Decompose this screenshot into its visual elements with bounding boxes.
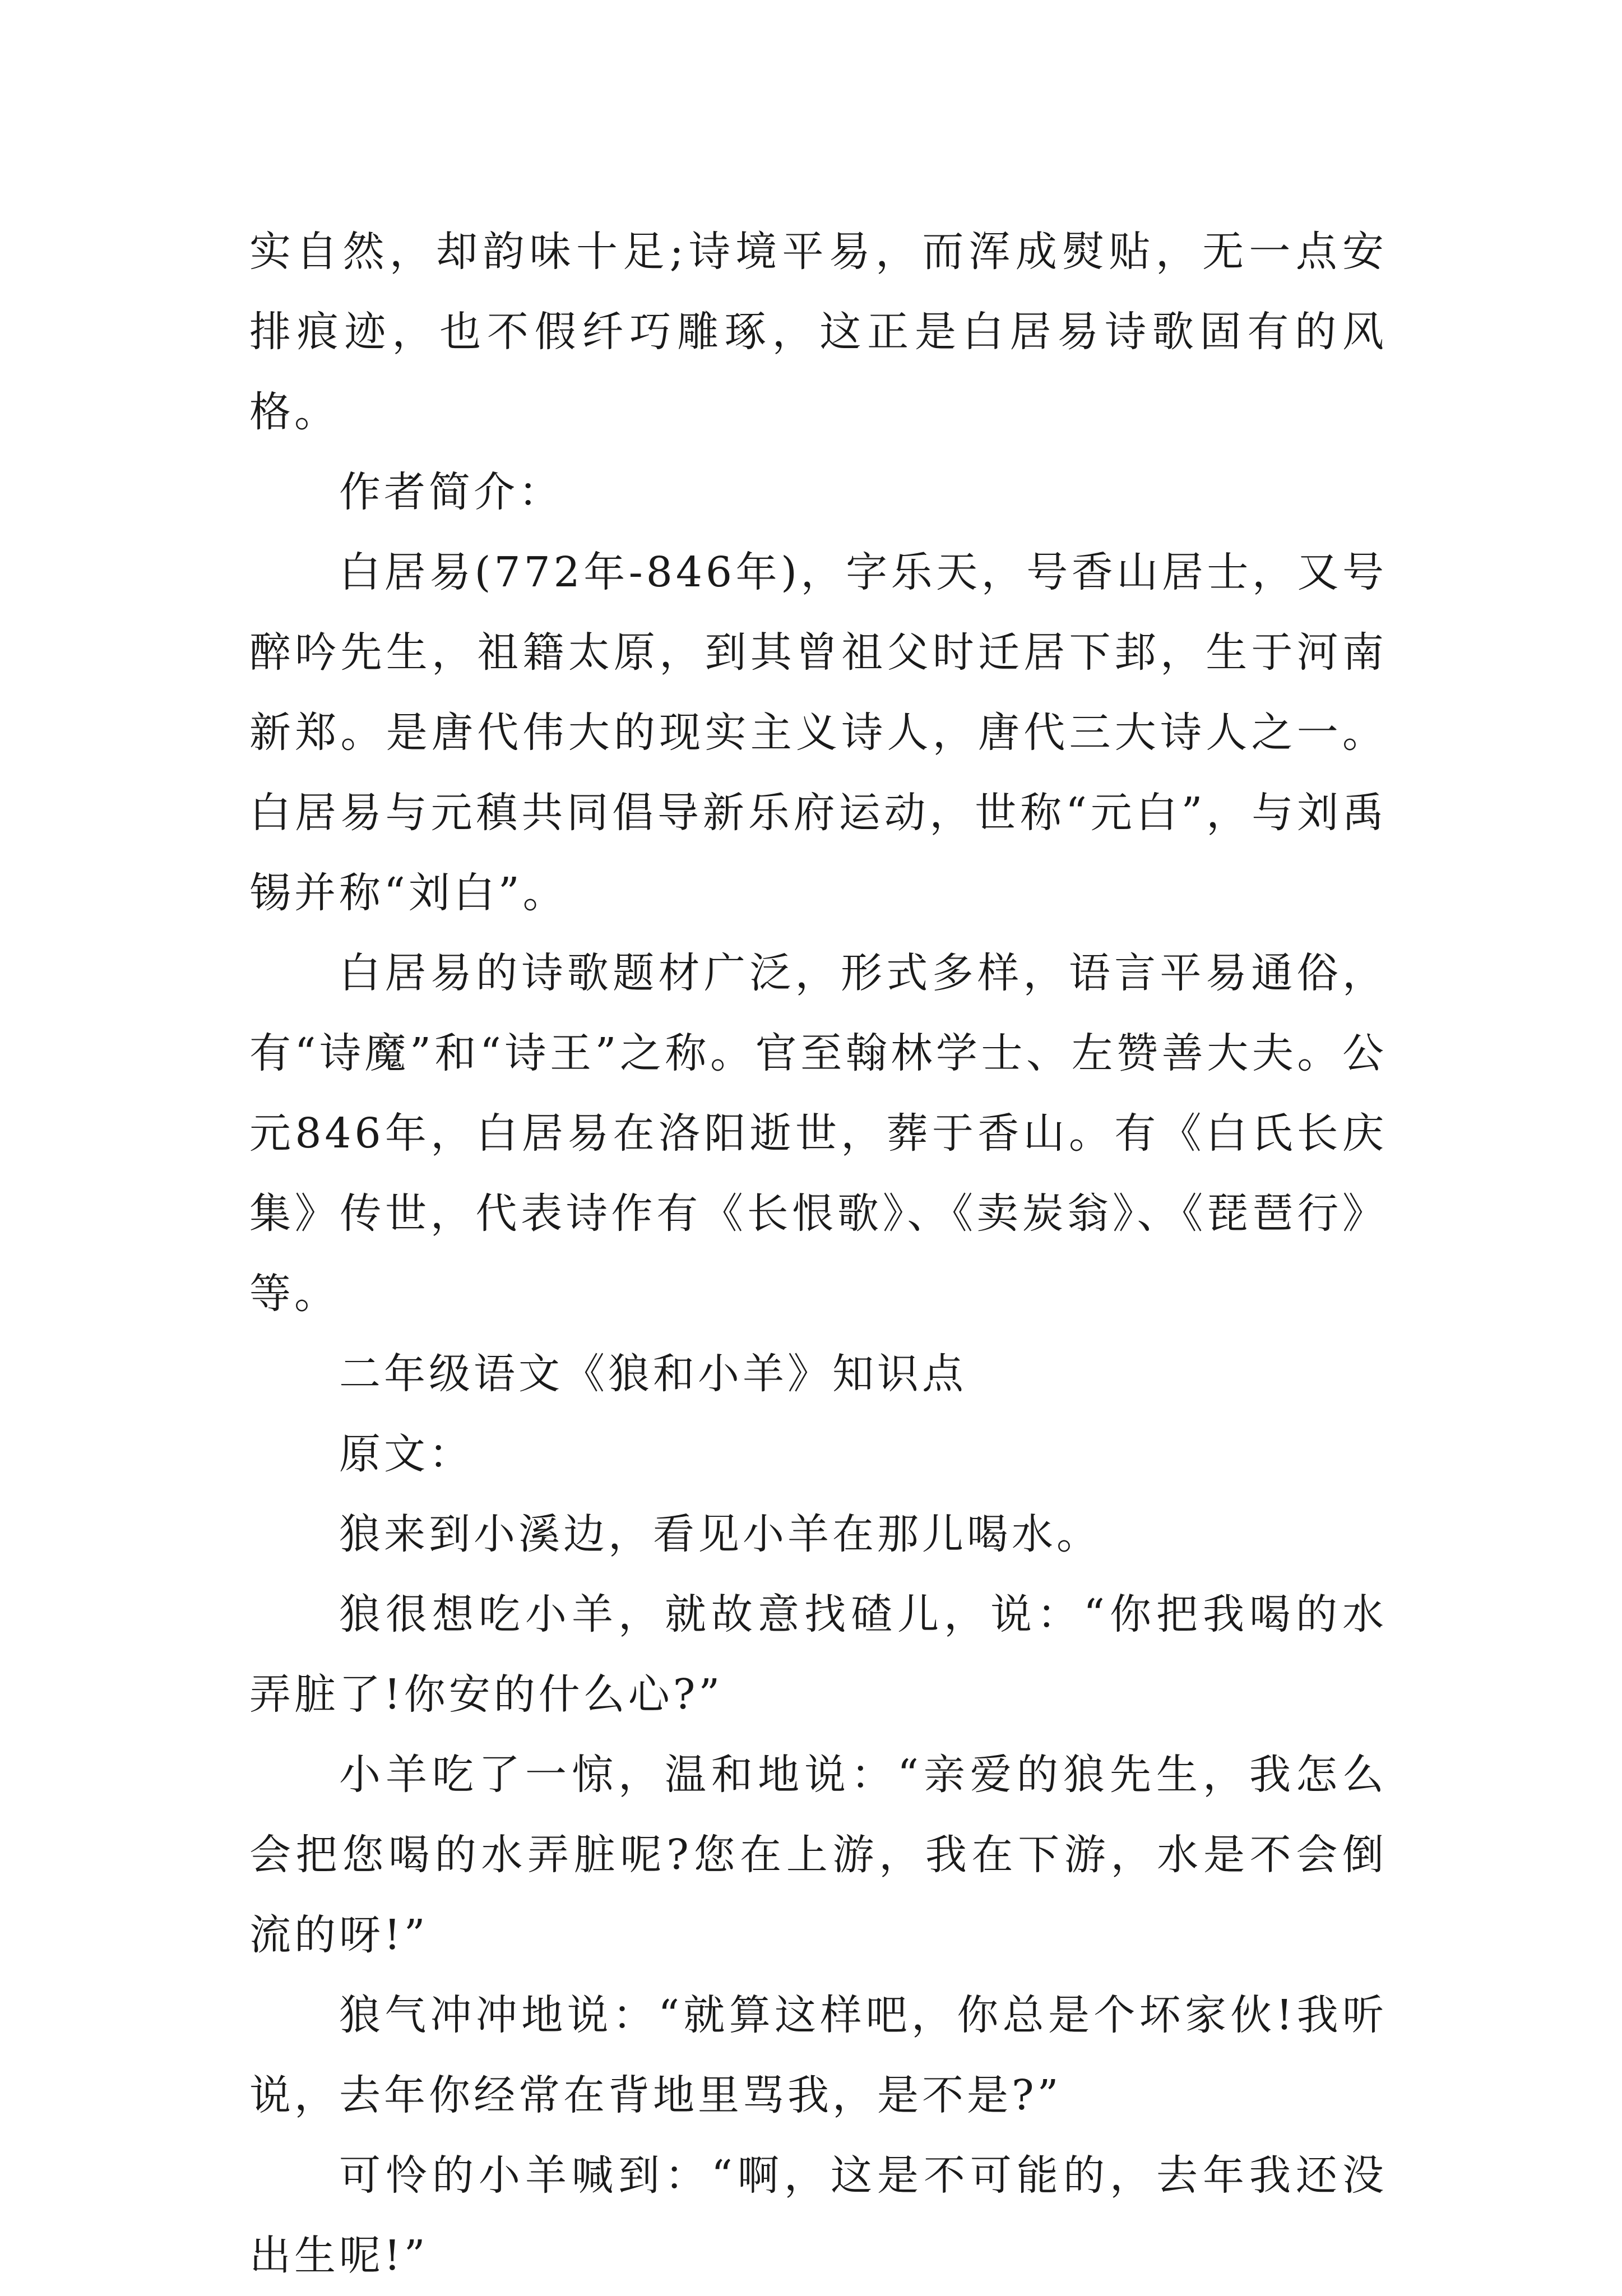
story-paragraph-2: 狼很想吃小羊，就故意找碴儿，说：“你把我喝的水弄脏了!你安的什么心?” [249, 1590, 1387, 1719]
paragraph-poetry-style: 白居易的诗歌题材广泛，形式多样，语言平易通俗，有“诗魔”和“诗王”之称。官至翰林学士、左赞善大夫。公元846年，白居易在洛阳逝世，葬于香山。有《白氏长庆集》传世，代表诗作有《长恨歌》、《卖炭翁》、《琵琶行》等。 [249, 949, 1387, 1318]
story-paragraph-3: 小羊吃了一惊，温和地说：“亲爱的狼先生，我怎么会把您喝的水弄脏呢?您在上游，我在下游，水是不会倒流的呀!” [249, 1751, 1387, 1959]
story-paragraph-1: 狼来到小溪边，看见小羊在那儿喝水。 [339, 1510, 1101, 1558]
paragraph-1: 实自然，却韵味十足;诗境平易，而浑成熨贴，无一点安排痕迹，也不假纤巧雕琢，这正是白居易诗歌固有的风格。 [249, 228, 1387, 436]
story-paragraph-4: 狼气冲冲地说：“就算这样吧，你总是个坏家伙!我听说，去年你经常在背地里骂我，是不是?” [249, 1991, 1387, 2119]
original-text-heading: 原文： [339, 1430, 474, 1478]
body-text [249, 212, 1387, 2296]
story-paragraph-5: 可怜的小羊喊到：“啊，这是不可能的，去年我还没出生呢!” [249, 2151, 1387, 2280]
paragraph-author-bio: 白居易(772年-846年)，字乐天，号香山居士，又号醉吟先生，祖籍太原，到其曾祖父时迁居下邽，生于河南新郑。是唐代伟大的现实主义诗人，唐代三大诗人之一。白居易与元稹共同倡导新乐府运动，世称“元白”，与刘禹锡并称“刘白”。 [249, 548, 1387, 917]
section-title: 二年级语文《狼和小羊》知识点 [339, 1350, 967, 1398]
paragraph-author-heading: 作者简介： [339, 468, 563, 516]
